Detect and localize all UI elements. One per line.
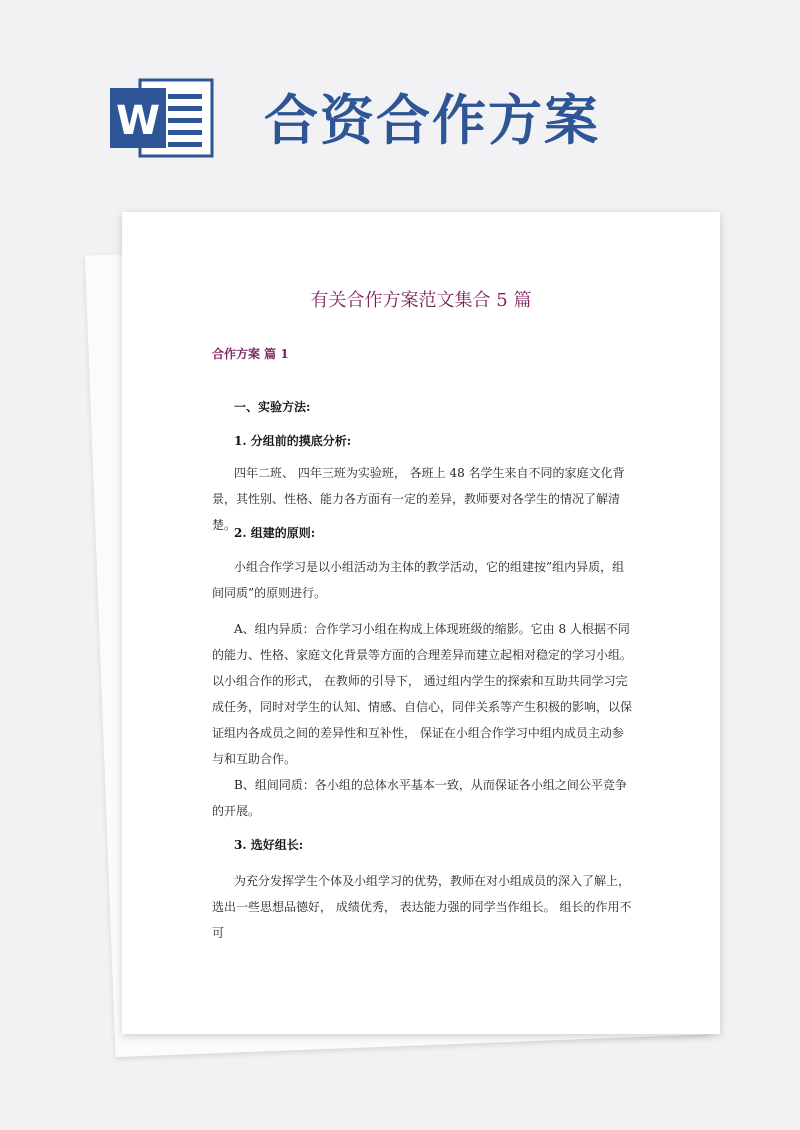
paragraph-between-groups: B、组间同质：各小组的总体水平基本一致，从而保证各小组之间公平竞争的开展。 xyxy=(212,778,627,818)
svg-text:W: W xyxy=(115,98,161,144)
paragraph-principle: 小组合作学习是以小组活动为主体的教学活动，它的组建按”组内异质，组间同质”的原则进行。 xyxy=(212,560,625,600)
word-document-icon xyxy=(110,78,214,158)
heading-analysis: 1. 分组前的摸底分析: xyxy=(234,434,352,448)
paragraph-leader: 为充分发挥学生个体及小组学习的优势，教师在对小组成员的深入了解上，选出一些思想品德好， 成绩优秀， 表达能力强的同学当作组长。 组长的作用不可 xyxy=(212,874,632,940)
document-page xyxy=(122,212,720,1034)
paragraph-analysis: 四年二班、 四年三班为实验班， 各班上 48 名学生来自不同的家庭文化背景，其性别、性格、能力各方面有一定的差异，教师要对各学生的情况了解清楚。 xyxy=(212,466,625,532)
page-title: 合资合作方案 xyxy=(264,89,600,152)
heading-leader: 3. 选好组长: xyxy=(234,838,304,852)
document-title: 有关合作方案范文集合 5 篇 xyxy=(310,290,532,311)
heading-principle: 2. 组建的原则: xyxy=(234,526,316,540)
paragraph-within-group: A、组内异质：合作学习小组在构成上体现班级的缩影。它由 8 人根据不同的能力、性格、家庭文化背景等方面的合理差异而建立起相对稳定的学习小组。以小组合作的形式， 在教师的引导下， 通过组内学生的探索和互助共同学习完成任务，同时对学生的认知、情感、自信心，同伴关系等产生积极的影响，以保证组内各成员之间的差异性和互补性， 保证在小组合作学习中组内成员主动参与和互助合作。 xyxy=(212,622,633,766)
section-heading: 合作方案 篇 1 xyxy=(212,347,289,361)
heading-methods: 一、实验方法: xyxy=(234,400,311,414)
